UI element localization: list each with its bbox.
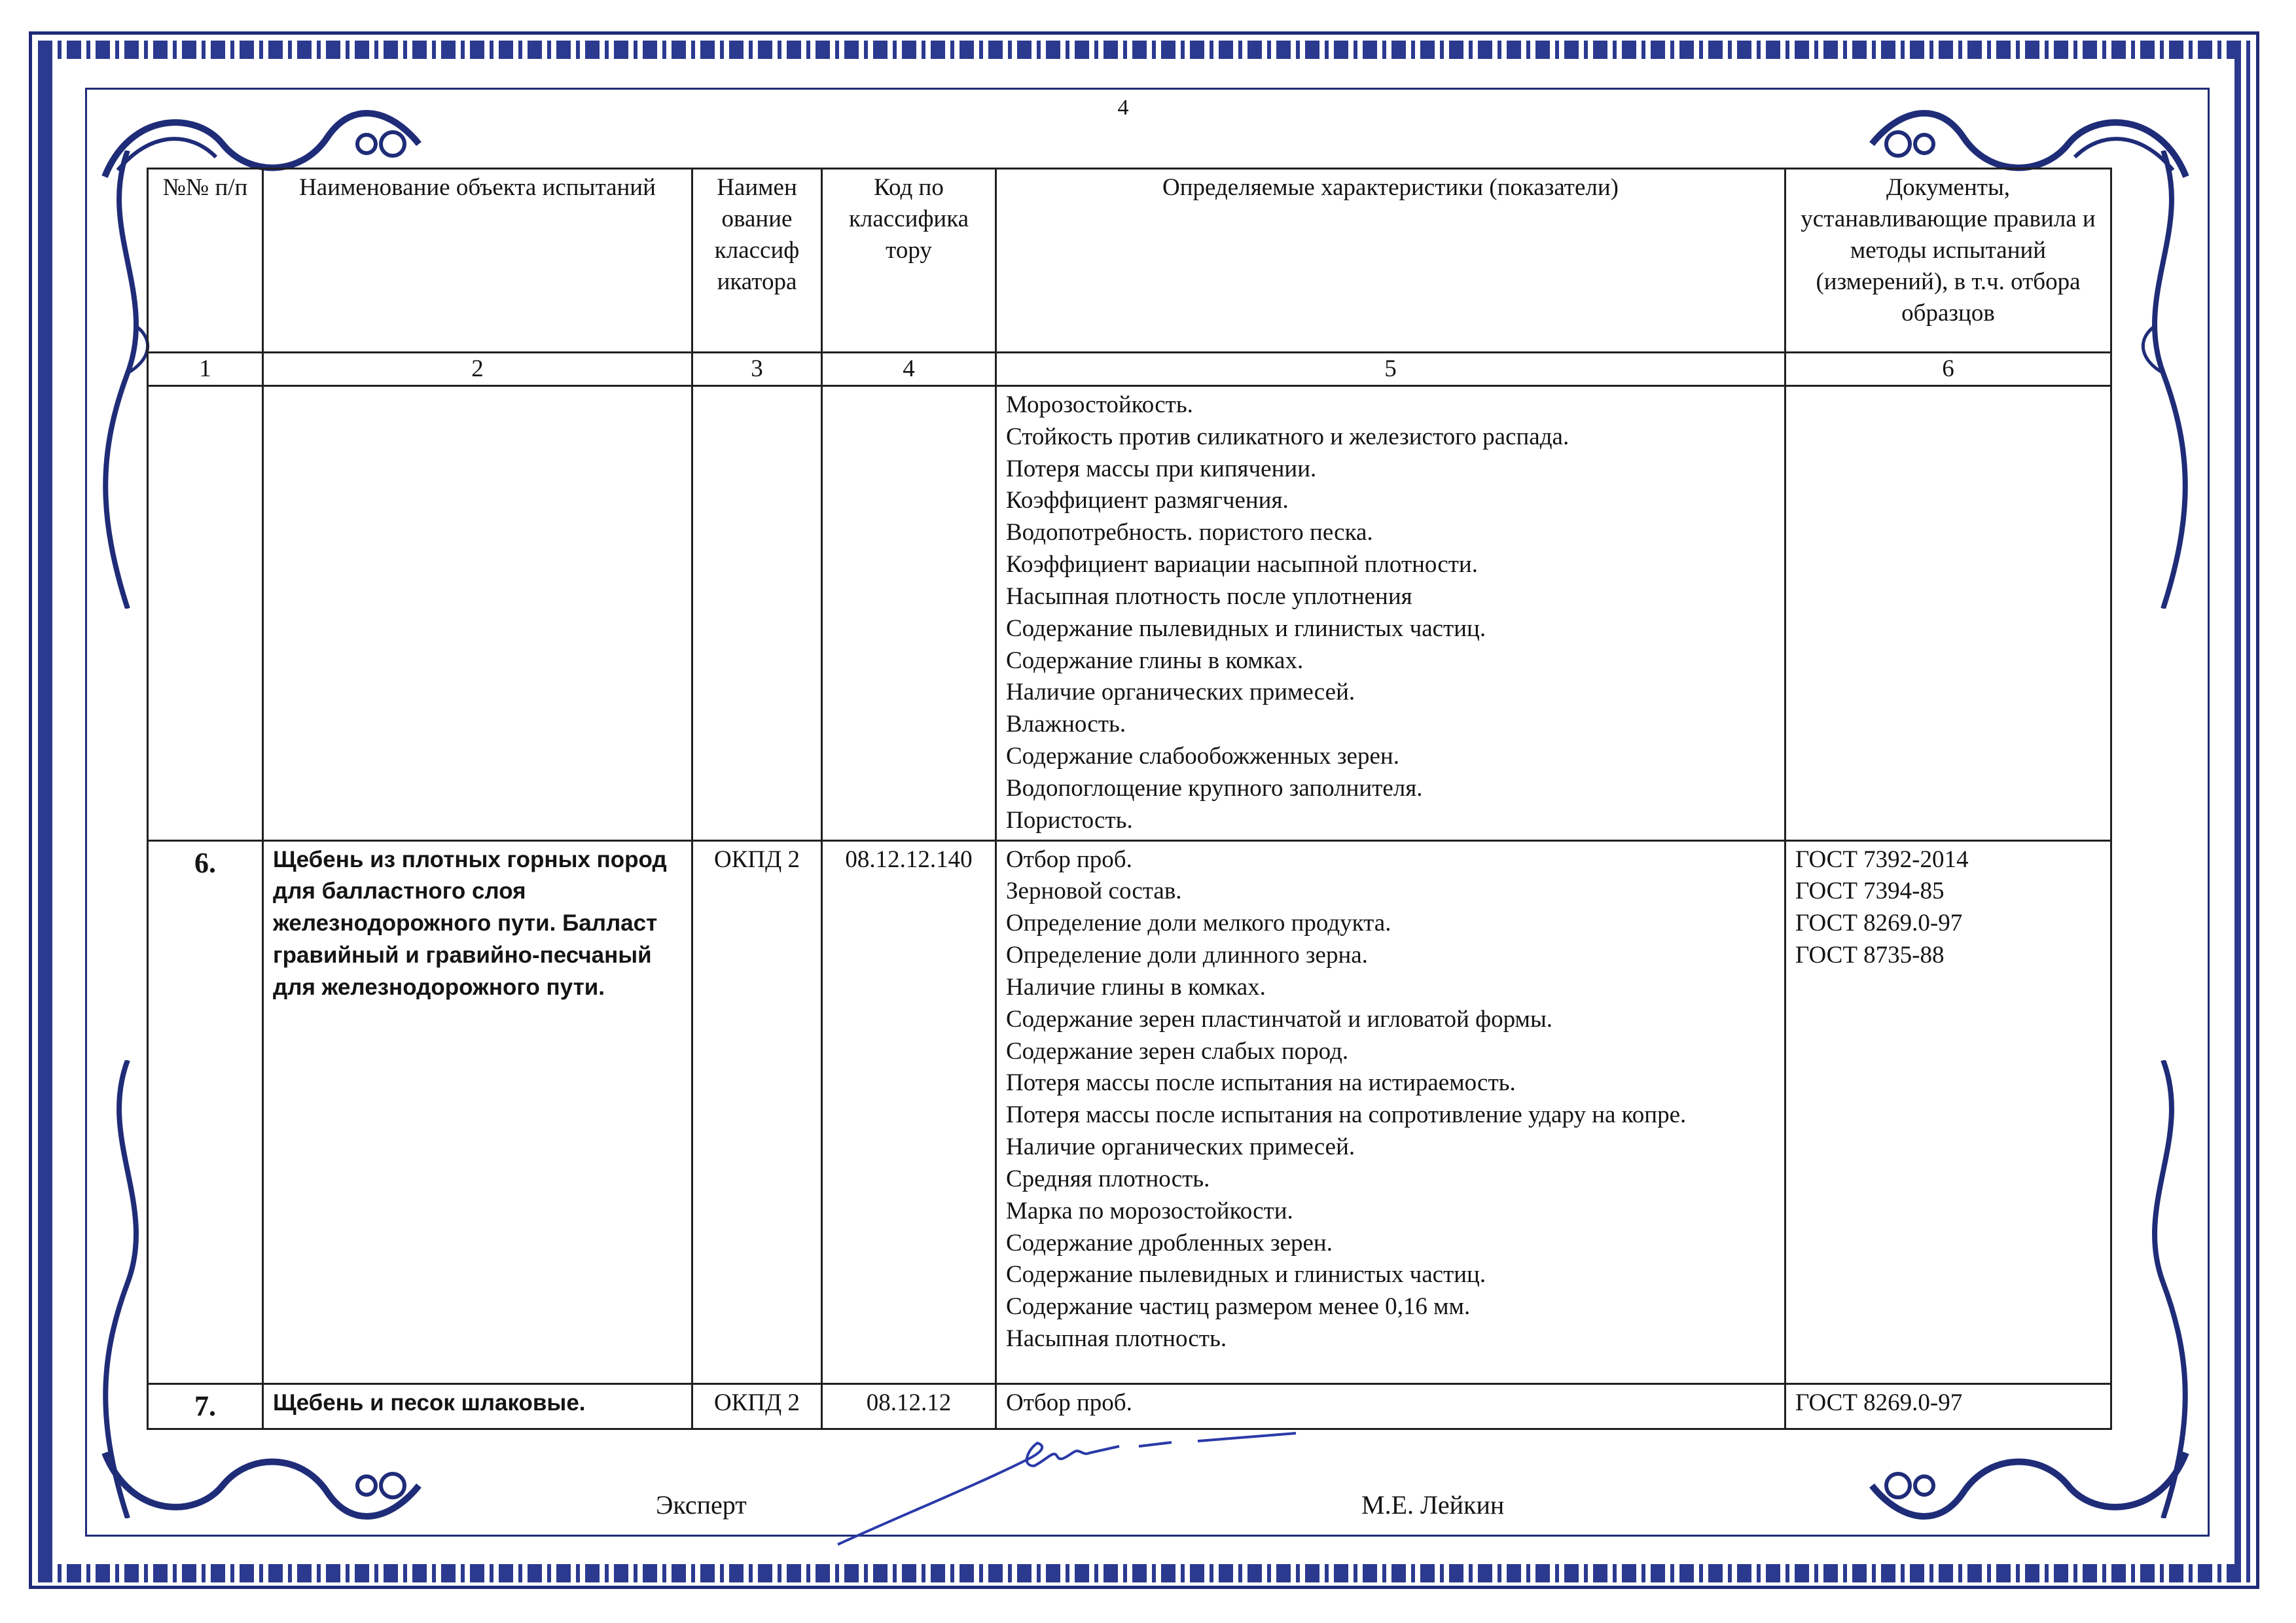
documents-cell [1785,386,2111,841]
column-number: 1 [148,353,263,386]
column-number: 3 [692,353,822,386]
characteristic-item: Содержание зерен пластинчатой и игловатой формы. [1006,1005,1553,1033]
row-number-cell [148,386,263,841]
expert-name: М.Е. Лейкин [1361,1490,1505,1520]
code-cell: 08.12.12.140 [822,840,996,1383]
column-number: 5 [996,353,1785,386]
characteristic-item: Наличие органических примесей. [1006,679,1355,706]
characteristic-item: Содержание слабообожженных зерен. [1006,743,1399,770]
code-cell: 08.12.12 [822,1383,996,1429]
code-cell [822,386,996,841]
characteristic-item: Марка по морозостойкости. [1006,1197,1293,1224]
row-number: 6. [194,846,216,879]
documents-cell [1785,840,2111,1383]
characteristic-item: Определение доли мелкого продукта. [1006,910,1391,937]
characteristic-item: Содержание дробленных зерен. [1006,1229,1333,1257]
document-reference: ГОСТ 8269.0-97 [1795,1389,1963,1416]
document-reference: ГОСТ 8735-88 [1795,942,1945,969]
characteristic-item: Насыпная плотность после уплотнения [1006,582,1412,610]
row-number-cell [148,840,263,1383]
characteristic-item: Содержание пылевидных и глинистых частиц. [1006,615,1486,642]
characteristic-item: Пористость. [1006,806,1133,834]
document-reference: ГОСТ 8269.0-97 [1795,910,1963,937]
characteristic-item: Потеря массы после испытания на истираемость. [1006,1069,1516,1097]
header-classifier: Наимен ование классиф икатора [692,169,822,353]
characteristic-item: Определение доли длинного зерна. [1006,942,1368,969]
table-row [148,386,2111,841]
column-number-row [148,353,2111,386]
row-number-cell [148,1383,263,1429]
classifier-cell [692,386,822,841]
characteristic-item: Насыпная плотность. [1006,1325,1227,1353]
characteristic-item: Наличие органических примесей. [1006,1133,1355,1161]
expert-label: Эксперт [656,1490,747,1520]
expert-signature-icon [831,1427,1302,1551]
characteristic-item: Средняя плотность. [1006,1165,1210,1192]
object-name-cell [263,1383,692,1429]
table-row [148,840,2111,1383]
ornament-right-vine-icon [2127,151,2199,609]
characteristic-item: Отбор проб. [1006,1389,1132,1416]
column-number: 4 [822,353,996,386]
classifier-cell: ОКПД 2 [692,1383,822,1429]
header-code: Код по классифика тору [822,169,996,353]
characteristic-item: Содержание частиц размером менее 0,16 мм. [1006,1293,1471,1321]
characteristic-item: Наличие глины в комках. [1006,973,1266,1001]
characteristic-item: Водопоглощение крупного заполнителя. [1006,774,1423,802]
object-name: Щебень из плотных горных пород для балластного слоя железнодорожного пути. Балласт гравийный и гравийно-песчаный для железнодорожного пути. [273,846,667,1000]
characteristic-item: Содержание зерен слабых пород. [1006,1037,1349,1065]
characteristic-item: Зерновой состав. [1006,878,1182,905]
characteristic-item: Коэффициент размягчения. [1006,487,1289,514]
characteristic-item: Отбор проб. [1006,846,1132,873]
characteristic-item: Влажность. [1006,711,1126,738]
column-number: 6 [1785,353,2111,386]
characteristic-item: Потеря массы при кипячении. [1006,455,1317,482]
object-name-cell [263,840,692,1383]
table-header-row [148,169,2111,353]
accreditation-scope-table [147,168,2112,1430]
characteristics-cell [996,386,1785,841]
header-number: №№ п/п [148,169,263,353]
characteristics-cell [996,1383,1785,1429]
object-name: Щебень и песок шлаковые. [273,1389,586,1416]
characteristic-item: Морозостойкость. [1006,391,1193,418]
classifier-cell: ОКПД 2 [692,840,822,1383]
header-documents: Документы, устанавливающие правила и методы испытаний (измерений), в т.ч. отбора образцов [1785,169,2111,353]
documents-cell [1785,1383,2111,1429]
characteristic-item: Содержание пылевидных и глинистых частиц. [1006,1261,1486,1289]
page-number: 4 [1117,96,1129,120]
ornament-right-vine-lower-icon [2127,1060,2199,1518]
characteristic-item: Водопотребность. пористого песка. [1006,519,1373,546]
document-reference: ГОСТ 7394-85 [1795,878,1945,905]
characteristic-item: Коэффициент вариации насыпной плотности. [1006,551,1478,579]
characteristic-item: Потеря массы после испытания на сопротивление удару на копре. [1006,1101,1687,1129]
object-name-cell [263,386,692,841]
column-number: 2 [263,353,692,386]
table-row [148,1383,2111,1429]
row-number: 7. [194,1389,216,1422]
characteristics-cell [996,840,1785,1383]
header-object: Наименование объекта испытаний [263,169,692,353]
document-reference: ГОСТ 7392-2014 [1795,846,1969,873]
characteristic-item: Стойкость против силикатного и железистого распада. [1006,423,1570,450]
header-characteristics: Определяемые характеристики (показатели) [996,169,1785,353]
characteristic-item: Содержание глины в комках. [1006,647,1304,674]
